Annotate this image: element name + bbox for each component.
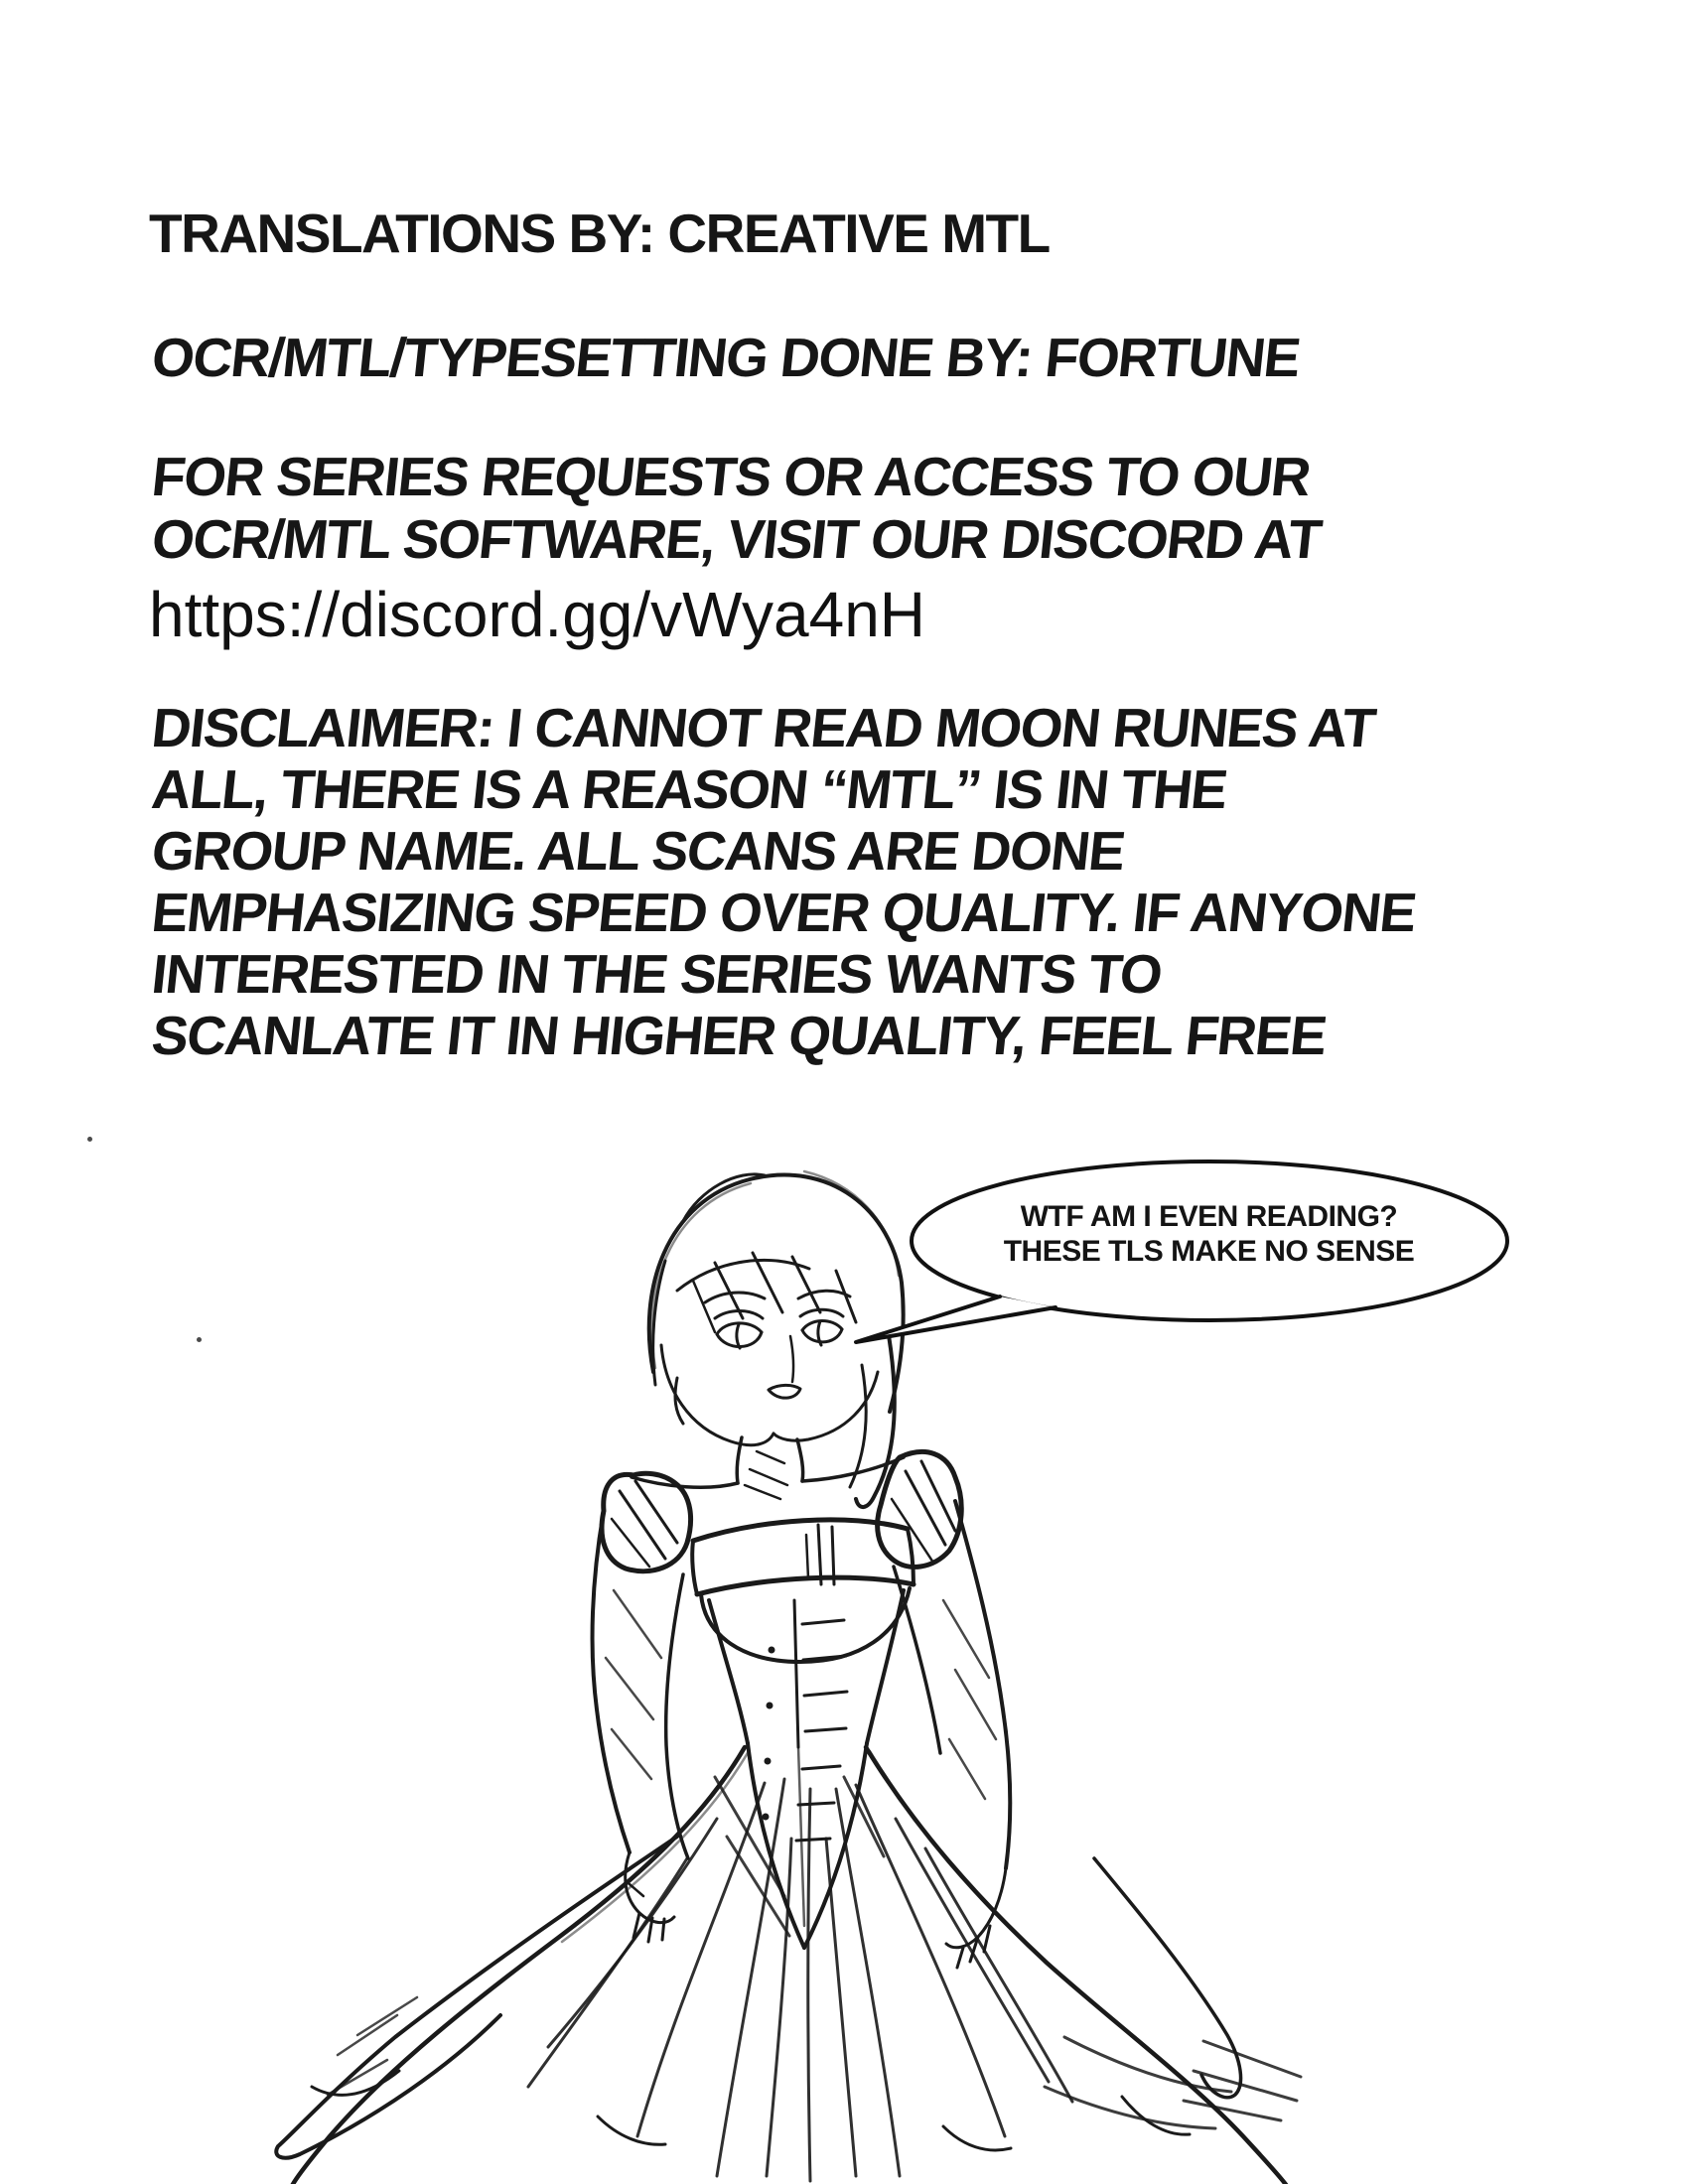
disclaimer-line-4: EMPHASIZING SPEED OVER QUALITY. IF ANYONE xyxy=(149,882,1419,943)
skirt-sketch xyxy=(276,1747,1301,2184)
disclaimer-line-1: DISCLAIMER: I CANNOT READ MOON RUNES AT xyxy=(149,697,1378,758)
disclaimer-line-3: GROUP NAME. ALL SCANS ARE DONE xyxy=(149,820,1128,882)
speech-bubble-line-1: WTF AM I EVEN READING? xyxy=(1020,1200,1398,1233)
translation-credit-line: TRANSLATIONS BY: CREATIVE MTL xyxy=(149,203,1050,264)
disclaimer-line-5: INTERESTED IN THE SERIES WANTS TO xyxy=(149,943,1165,1005)
speech-bubble-text xyxy=(978,1199,1440,1269)
disclaimer-line-2: ALL, THERE IS A REASON “MTL” IS IN THE xyxy=(149,758,1230,820)
speech-bubble-line-2: THESE TLS MAKE NO SENSE xyxy=(1003,1235,1415,1268)
disclaimer-line-6: SCANLATE IT IN HIGHER QUALITY, FEEL FREE xyxy=(149,1005,1330,1066)
request-info-line-1: FOR SERIES REQUESTS OR ACCESS TO OUR xyxy=(149,446,1313,507)
request-info-line-2: OCR/MTL SOFTWARE, VISIT OUR DISCORD AT xyxy=(149,508,1325,570)
bodice-sketch xyxy=(602,1451,961,1948)
disclaimer-paragraph xyxy=(149,697,1419,1066)
typesetting-credit-line: OCR/MTL/TYPESETTING DONE BY: FORTUNE xyxy=(149,327,1303,388)
speech-bubble-tail xyxy=(856,1297,1055,1342)
scan-speck xyxy=(197,1337,202,1342)
scan-speck xyxy=(87,1137,92,1142)
discord-url: https://discord.gg/vWya4nH xyxy=(149,579,925,650)
